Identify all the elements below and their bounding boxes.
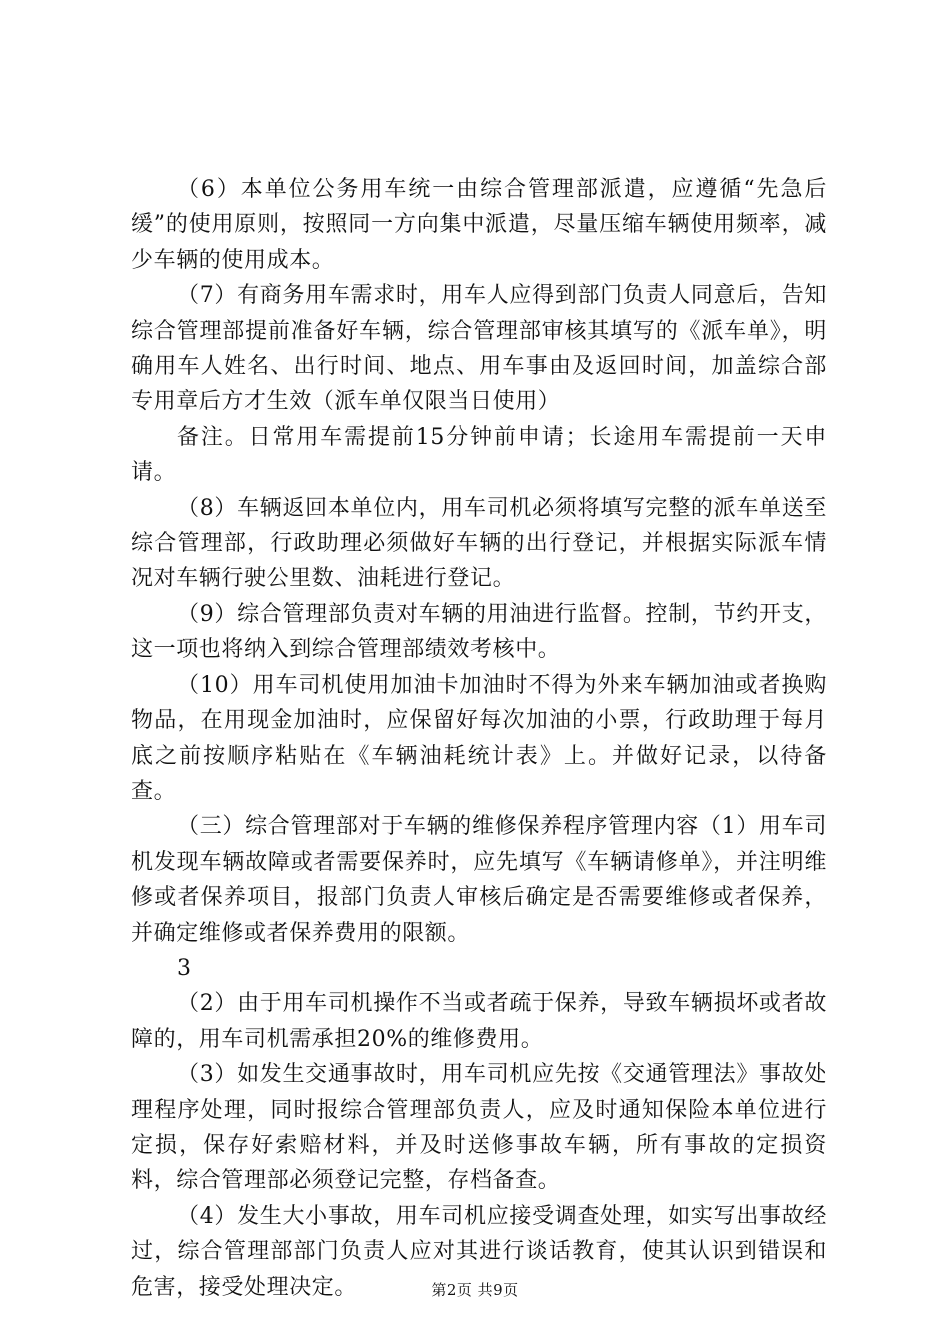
paragraph-maintenance-4: （4）发生大小事故，用车司机应接受调查处理，如实写出事故经过，综合管理部部门负责人应对其进行谈话教育，使其认识到错误和危害，接受处理决定。 — [131, 1203, 827, 1300]
paragraph-6: （6）本单位公务用车统一由综合管理部派遣，应遵循“先急后缓”的使用原则，按照同一方向集中派遣，尽量压缩车辆使用频率，减少车辆的使用成本。 — [131, 177, 827, 273]
paragraph-maintenance-2: （2）由于用车司机操作不当或者疏于保养，导致车辆损坏或者故障的，用车司机需承担20%的维修费用。 — [131, 991, 827, 1052]
paragraph-7: （7）有商务用车需求时，用车人应得到部门负责人同意后，告知综合管理部提前准备好车辆，综合管理部审核其填写的《派车单》，明确用车人姓名、出行时间、地点、用车事由及返回时间，加盖综合部专用章后方才生效（派车单仅限当日使用） — [131, 283, 827, 415]
paragraph-section-3: （三）综合管理部对于车辆的维修保养程序管理内容（1）用车司机发现车辆故障或者需要保养时，应先填写《车辆请修单》，并注明维修或者保养项目，报部门负责人审核后确定是否需要维修或者保养，并确定维修或者保养费用的限额。 — [131, 814, 827, 946]
paragraph-page-marker: 3 — [177, 955, 192, 981]
page-footer: 第2页 共9页 — [431, 1281, 519, 1299]
document-body — [131, 172, 827, 1305]
paragraph-8: （8）车辆返回本单位内，用车司机必须将填写完整的派车单送至综合管理部，行政助理必须做好车辆的出行登记，并根据实际派车情况对车辆行驶公里数、油耗进行登记。 — [131, 495, 827, 592]
paragraph-10: （10）用车司机使用加油卡加油时不得为外来车辆加油或者换购物品，在用现金加油时，应保留好每次加油的小票，行政助理于每月底之前按顺序粘贴在《车辆油耗统计表》上。并做好记录，以待备查。 — [131, 672, 827, 804]
paragraph-maintenance-3: （3）如发生交通事故时，用车司机应先按《交通管理法》事故处理程序处理，同时报综合管理部负责人，应及时通知保险本单位进行定损，保存好索赔材料，并及时送修事故车辆，所有事故的定损资料，综合管理部必须登记完整，存档备查。 — [131, 1062, 827, 1194]
paragraph-9: （9）综合管理部负责对车辆的用油进行监督。控制，节约开支，这一项也将纳入到综合管理部绩效考核中。 — [131, 601, 827, 663]
paragraph-note: 备注。日常用车需提前15分钟前申请；长途用车需提前一天申请。 — [131, 424, 827, 486]
